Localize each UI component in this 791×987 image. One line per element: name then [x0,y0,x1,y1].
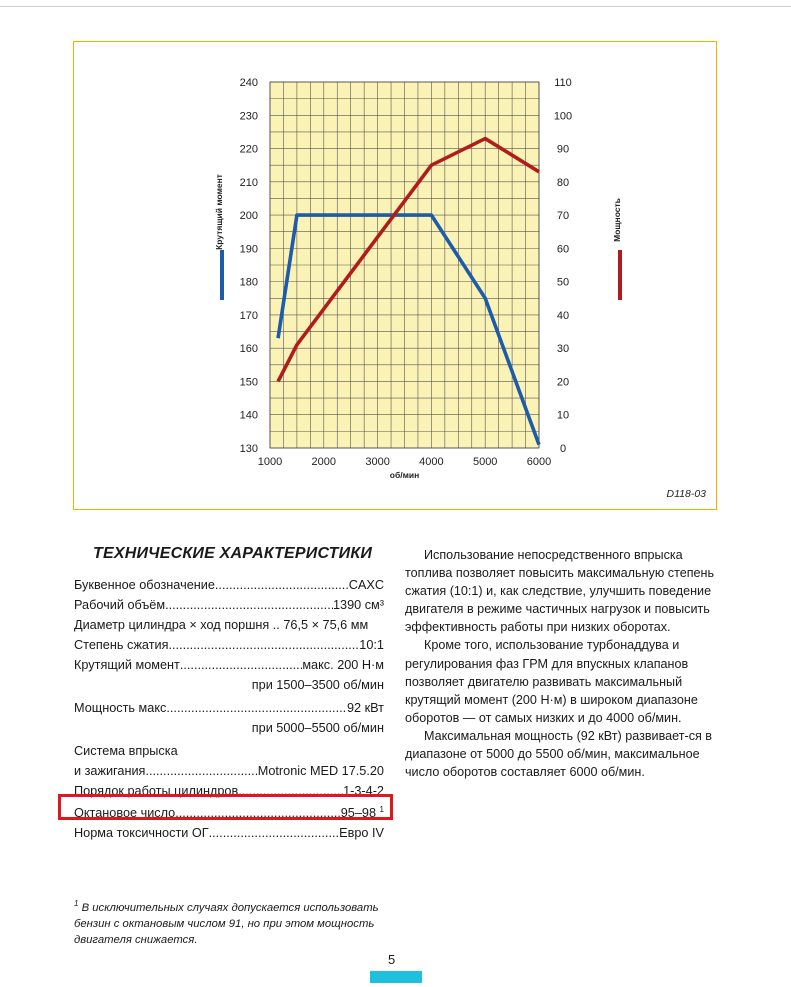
spec-label: Буквенное обозначение [74,578,215,592]
y-left-tick-label: 240 [239,77,258,89]
spec-value: 95–98 $^1$ [340,804,384,820]
y-right-tick-label: 50 [556,276,570,289]
x-tick-label: 4000 [419,456,444,468]
y-right-tick-label: 10 [556,409,570,422]
y-left-tick-label: 180 [239,276,258,289]
y-left-tick-label: 140 [239,409,258,422]
spec-row-compression [74,635,384,655]
y-right-tick-label: 0 [559,443,567,455]
y-right-axis-label: Мощность [612,198,622,242]
y-left-tick-label: 220 [239,143,258,156]
page-number: 5 [388,952,396,967]
y-left-tick-label: 170 [239,309,258,322]
spec-label: Порядок работы цилиндров [74,784,239,798]
y-left-tick-label: 190 [239,243,258,256]
spec-value: Motronic MED 17.5.20 [257,764,384,778]
spec-label: Норма токсичности ОГ [74,826,209,840]
footnote-text: В исключительных случаях допускается использовать бензин с октановым числом 91, но при этом мощность двигателя снижается. [74,901,379,946]
spec-label: Мощность макс. [74,701,170,715]
spec-label: и зажигания [74,764,146,778]
spec-value: 1-3-4-2 [343,784,384,798]
page-number-bar [370,971,422,983]
y-left-tick-label: 150 [239,376,258,389]
x-tick-label: 3000 [365,456,390,468]
spec-value: 92 кВт [346,701,384,715]
footnote-mark: 1 [74,899,79,908]
x-tick-label: 5000 [472,456,498,468]
y-right-tick-label: 90 [556,143,570,156]
spec-label: Октановое число [74,806,176,820]
spec-value: 1390 см³ [332,598,384,612]
y-left-tick-label: 160 [239,343,258,356]
y-right-tick-label: 70 [556,210,570,223]
footnote-ref: 1 [379,804,384,814]
figure-frame [73,41,717,510]
spec-label: Система впрыска [74,744,178,758]
spec-row-displacement [74,595,384,615]
spec-value-continuation: при 5000–5500 об/мин [251,721,384,735]
spec-row-power-rpm [74,718,384,738]
y-right-tick-label: 20 [556,376,570,389]
torque-power-chart [74,42,718,511]
spec-label: Рабочий объём [74,598,166,612]
spec-row-bore-stroke [74,615,384,635]
footnote [74,896,394,948]
paragraph: Кроме того, использование турбонаддува и регулирования фаз ГРМ для впускных клапанов позволяет двигателю развивать максимальный крутящий момент (200 Н·м) в широком диапазоне оборотов — от самых низких и до 4000 об/мин. [405,638,698,725]
y-right-tick-label: 80 [556,176,570,189]
top-rule [0,6,791,7]
y-right-tick-label: 100 [553,110,573,123]
spec-value: CAXC [348,578,384,592]
paragraph: Использование непосредственного впрыска топлива позволяет повысить максимальную степень сжатия (10:1) и, как следствие, улучшить поведение двигателя в режиме частичных нагрузок и повысить эффективность работы при низких оборотах. [405,548,715,635]
x-tick-label: 2000 [311,456,337,468]
y-left-tick-label: 130 [239,443,258,455]
y-left-tick-label: 210 [239,176,258,189]
x-axis-label: об/мин [389,470,420,480]
y-left-tick-label: 200 [239,210,258,223]
spec-row-injection [74,761,384,781]
spec-value: макс. 200 Н·м [302,658,384,672]
octane-highlight-box [58,794,393,820]
spec-row-power [74,698,384,718]
y-right-tick-label: 40 [556,309,570,322]
y-left-axis-label: Крутящий момент [214,174,224,250]
paragraph: Максимальная мощность (92 кВт) развивает-ся в диапазоне от 5000 до 5500 об/мин, максимальное число оборотов составляет 6000 об/мин. [405,728,713,780]
spec-value-continuation: при 1500–3500 об/мин [251,678,384,692]
y-right-tick-label: 110 [554,77,572,89]
y-right-tick-label: 30 [556,343,570,356]
spec-label: Диаметр цилиндра × ход поршня .. 76,5 × 75,6 мм [74,618,369,632]
figure-code-label: D118-03 [666,488,706,500]
spec-row-torque [74,655,384,675]
body-text [405,546,720,781]
spec-row-injection-line1 [74,741,384,761]
section-heading: ТЕХНИЧЕСКИЕ ХАРАКТЕРИСТИКИ [93,545,373,562]
spec-row-emissions [74,823,384,843]
x-tick-label: 1000 [257,456,283,468]
spec-row-torque-rpm [74,675,384,695]
x-tick-label: 6000 [526,456,552,468]
spec-label: Степень сжатия [74,638,169,652]
spec-value: Евро IV [339,826,384,840]
spec-row-code [74,575,384,595]
y-right-tick-label: 60 [556,243,570,256]
y-left-tick-label: 230 [239,110,258,123]
spec-label: Крутящий момент [74,658,180,672]
spec-value: 10:1 [359,638,384,652]
